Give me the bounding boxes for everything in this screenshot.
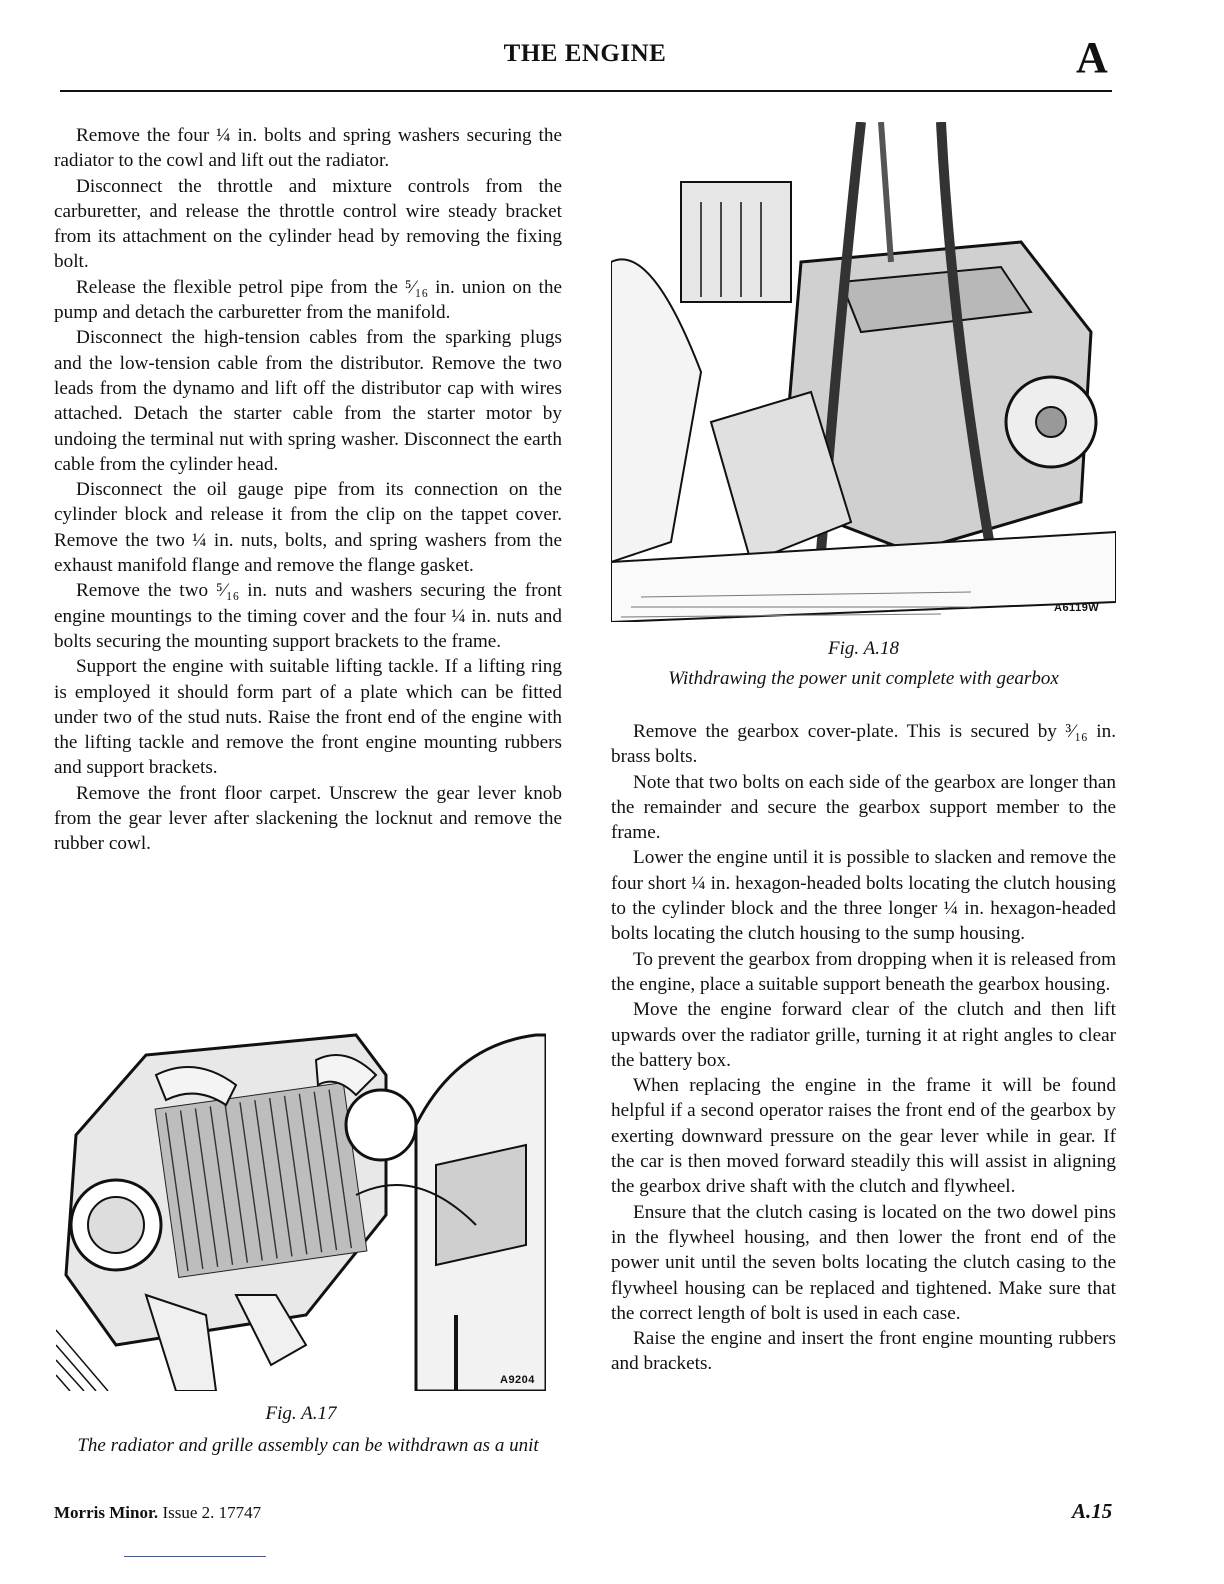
paragraph: To prevent the gearbox from dropping when it is released from the engine, place a suitable support beneath the gearbox housing. [611, 948, 1116, 995]
header-rule [60, 90, 1112, 92]
figure-caption: Withdrawing the power unit complete with gearbox [668, 668, 1059, 689]
figure-label: Fig. A.18 [828, 638, 899, 659]
paragraph: Move the engine forward clear of the clutch and then lift upwards over the radiator grille, turning it at right angles to clear the battery box. [611, 999, 1116, 1071]
paragraph: Lower the engine until it is possible to slacken and remove the four short ¼ in. hexagon-headed bolts locating the clutch housing to the cylinder block and the three longer ¼ in. hexagon-headed bolts locating the clutch housing to the sump housing. [611, 847, 1116, 945]
footer-title: Morris Minor. [54, 1503, 159, 1522]
figure-code: A6119W [1054, 602, 1100, 614]
paragraph: Remove the two ⁵⁄₁₆ in. nuts and washers securing the front engine mountings to the timing cover and the four ¼ in. nuts and bolts securing the mounting support brackets to the frame. [54, 580, 562, 652]
paragraph: When replacing the engine in the frame it will be found helpful if a second operator raises the front end of the gearbox by exerting downward pressure on the gear lever while in gear. If the car is then moved forward steadily this will assist in aligning the gearbox drive shaft with the clutch and flywheel. [611, 1075, 1116, 1198]
right-column [611, 719, 1116, 1377]
paragraph: Remove the gearbox cover-plate. This is secured by ³⁄₁₆ in. brass bolts. [611, 721, 1116, 768]
footer-decorative-line [124, 1556, 266, 1557]
paragraph: Ensure that the clutch casing is located on the two dowel pins in the flywheel housing, and then lower the front end of the power unit until the seven bolts locating the clutch casing to the flywheel housing can be replaced and tightened. Make sure that the correct length of bolt is used in each case. [611, 1201, 1116, 1324]
paragraph: Disconnect the high-tension cables from the sparking plugs and the low-tension cable from the distributor. Remove the two leads from the dynamo and lift off the distributor cap with wires attached. Detach the starter cable from the starter motor by undoing the terminal nut with spring washer. Disconnect the earth cable from the cylinder head. [54, 327, 562, 475]
paragraph: Disconnect the oil gauge pipe from its connection on the cylinder block and release it from the clip on the tappet cover. Remove the two ¼ in. nuts, bolts, and spring washers from the exhaust manifold flange and remove the flange gasket. [54, 479, 562, 577]
footer-number: 17747 [218, 1503, 262, 1522]
page-number: A.15 [1072, 1499, 1113, 1523]
figure-power-unit-illustration [611, 122, 1116, 622]
paragraph: Note that two bolts on each side of the gearbox are longer than the remainder and secure the gearbox support member to the frame. [611, 771, 1116, 844]
figure-label: Fig. A.17 [265, 1403, 337, 1424]
paragraph: Remove the front floor carpet. Unscrew the gear lever knob from the gear lever after slackening the locknut and remove the rubber cowl. [54, 782, 562, 855]
footer-issue: Issue 2. [162, 1503, 215, 1522]
figure-radiator-illustration [56, 1015, 546, 1391]
paragraph: Remove the four ¼ in. bolts and spring washers securing the radiator to the cowl and lift out the radiator. [54, 125, 562, 172]
paragraph: Disconnect the throttle and mixture controls from the carburetter, and release the throttle control wire steady bracket from its attachment on the cylinder head by removing the fixing bolt. [54, 175, 562, 273]
paragraph: Raise the engine and insert the front engine mounting rubbers and brackets. [611, 1328, 1116, 1375]
footer-publication [54, 1503, 261, 1523]
section-letter: A [1076, 33, 1108, 82]
left-column [54, 123, 562, 857]
page-header-title: THE ENGINE [503, 40, 667, 67]
paragraph: Support the engine with suitable lifting tackle. If a lifting ring is employed it should form part of a plate which can be fitted under two of the stud nuts. Raise the front end of the engine with the lifting tackle and remove the front engine mounting rubbers and support brackets. [54, 656, 562, 779]
figure-code: A9204 [500, 1374, 535, 1386]
figure-caption: The radiator and grille assembly can be withdrawn as a unit [77, 1435, 539, 1456]
paragraph: Release the flexible petrol pipe from the ⁵⁄₁₆ in. union on the pump and detach the carburetter from the manifold. [54, 276, 562, 324]
